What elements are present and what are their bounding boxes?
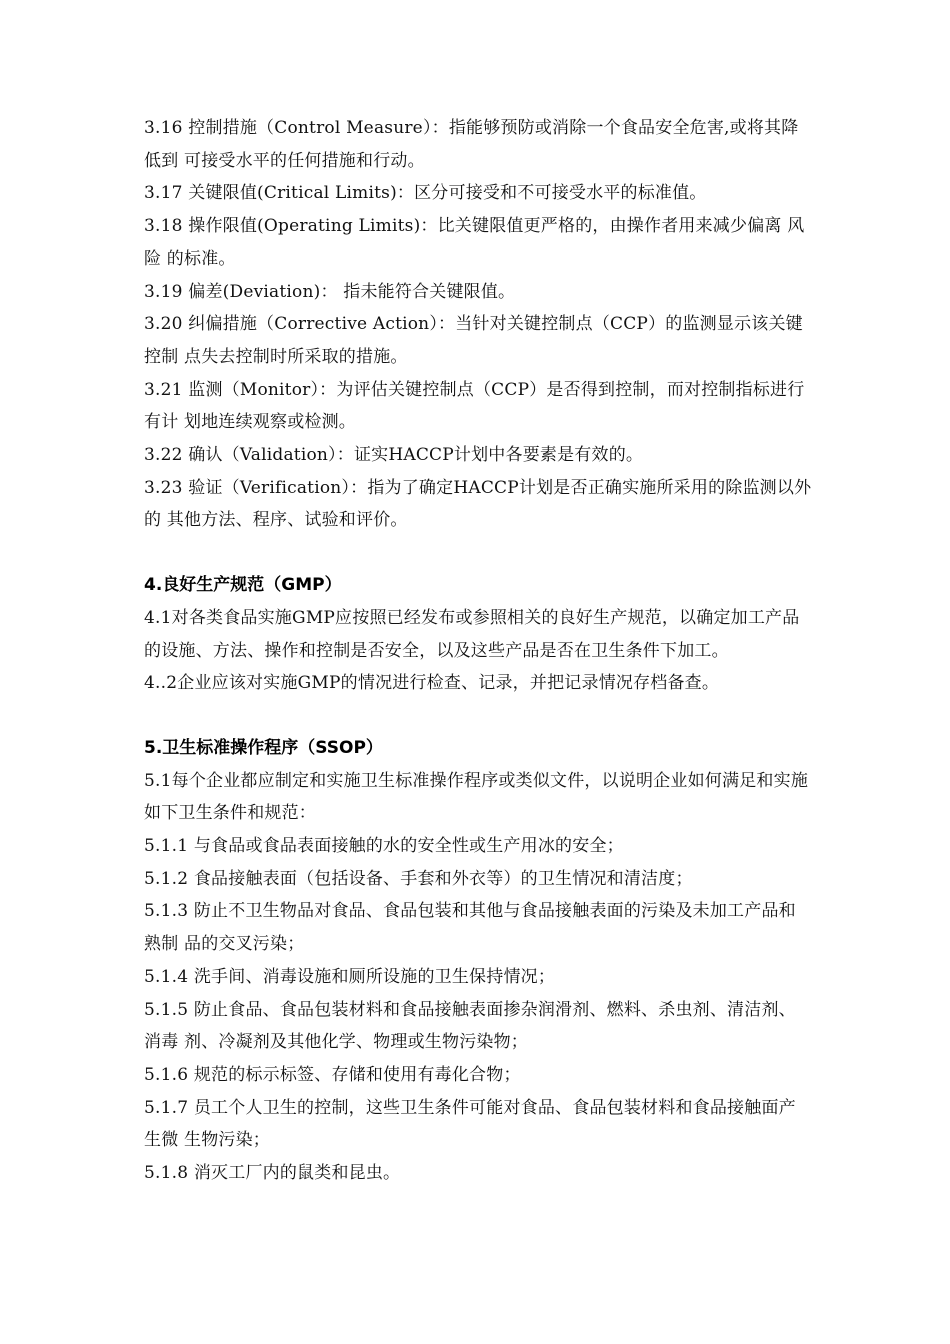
clause-4-2: 4..2企业应该对实施GMP的情况进行检查、记录，并把记录情况存档备查。 — [144, 673, 720, 694]
clause-5-1-8: 5.1.8 消灭工厂内的鼠类和昆虫。 — [144, 1163, 401, 1184]
definition-3-19: 3.19 偏差(Deviation)： 指未能符合关键限值。 — [144, 281, 516, 302]
section-3-definitions — [144, 112, 812, 537]
clause-4-1: 4.1对各类食品实施GMP应按照已经发布或参照相关的良好生产规范，以确定加工产品的设施、方法、操作和控制是否安全，以及这些产品是否在卫生条件下加工。 — [144, 607, 800, 661]
clause-5-1-4: 5.1.4 洗手间、消毒设施和厕所设施的卫生保持情况； — [144, 966, 556, 987]
clause-5-1-3: 5.1.3 防止不卫生物品对食品、食品包装和其他与食品接触表面的污染及未加工产品和熟制 品的交叉污染； — [144, 901, 796, 955]
definition-3-22: 3.22 确认（Validation）：证实HACCP计划中各要素是有效的。 — [144, 445, 644, 466]
section-5-ssop — [144, 732, 812, 1190]
clause-5-1-7: 5.1.7 员工个人卫生的控制，这些卫生条件可能对食品、食品包装材料和食品接触面产生微 生物污染； — [144, 1097, 796, 1151]
document-page — [144, 112, 812, 1190]
section-gap — [144, 700, 812, 732]
clause-5-1-2: 5.1.2 食品接触表面（包括设备、手套和外衣等）的卫生情况和清洁度； — [144, 868, 693, 889]
definition-3-18: 3.18 操作限值(Operating Limits)：比关键限值更严格的，由操作者用来减少偏离 风险 的标准。 — [144, 216, 805, 269]
definition-3-16: 3.16 控制措施（Control Measure）：指能够预防或消除一个食品安全危害,或将其降低到 可接受水平的任何措施和行动。 — [144, 118, 799, 171]
definition-3-21: 3.21 监测（Monitor）：为评估关键控制点（CCP）是否得到控制，而对控制指标进行有计 划地连续观察或检测。 — [144, 379, 805, 433]
clause-5-1-1: 5.1.1 与食品或食品表面接触的水的安全性或生产用冰的安全； — [144, 836, 624, 857]
section-gap — [144, 537, 812, 569]
definition-3-23: 3.23 验证（Verification）：指为了确定HACCP计划是否正确实施所采用的除监测以外的 其他方法、程序、试验和评价。 — [144, 477, 812, 531]
section-4-heading: 4.良好生产规范（GMP） — [144, 575, 342, 596]
clause-5-1: 5.1每个企业都应制定和实施卫生标准操作程序或类似文件，以说明企业如何满足和实施如下卫生条件和规范： — [144, 770, 809, 824]
section-5-heading: 5.卫生标准操作程序（SSOP） — [144, 737, 383, 758]
clause-5-1-6: 5.1.6 规范的标示标签、存储和使用有毒化合物； — [144, 1064, 521, 1085]
definition-3-20: 3.20 纠偏措施（Corrective Action）：当针对关键控制点（CCP）的监测显示该关键控制 点失去控制时所采取的措施。 — [144, 314, 803, 367]
section-4-gmp — [144, 569, 812, 700]
clause-5-1-5: 5.1.5 防止食品、食品包装材料和食品接触表面掺杂润滑剂、燃料、杀虫剂、清洁剂、消毒 剂、冷凝剂及其他化学、物理或生物污染物； — [144, 999, 796, 1053]
definition-3-17: 3.17 关键限值(Critical Limits)：区分可接受和不可接受水平的标准值。 — [144, 183, 707, 204]
